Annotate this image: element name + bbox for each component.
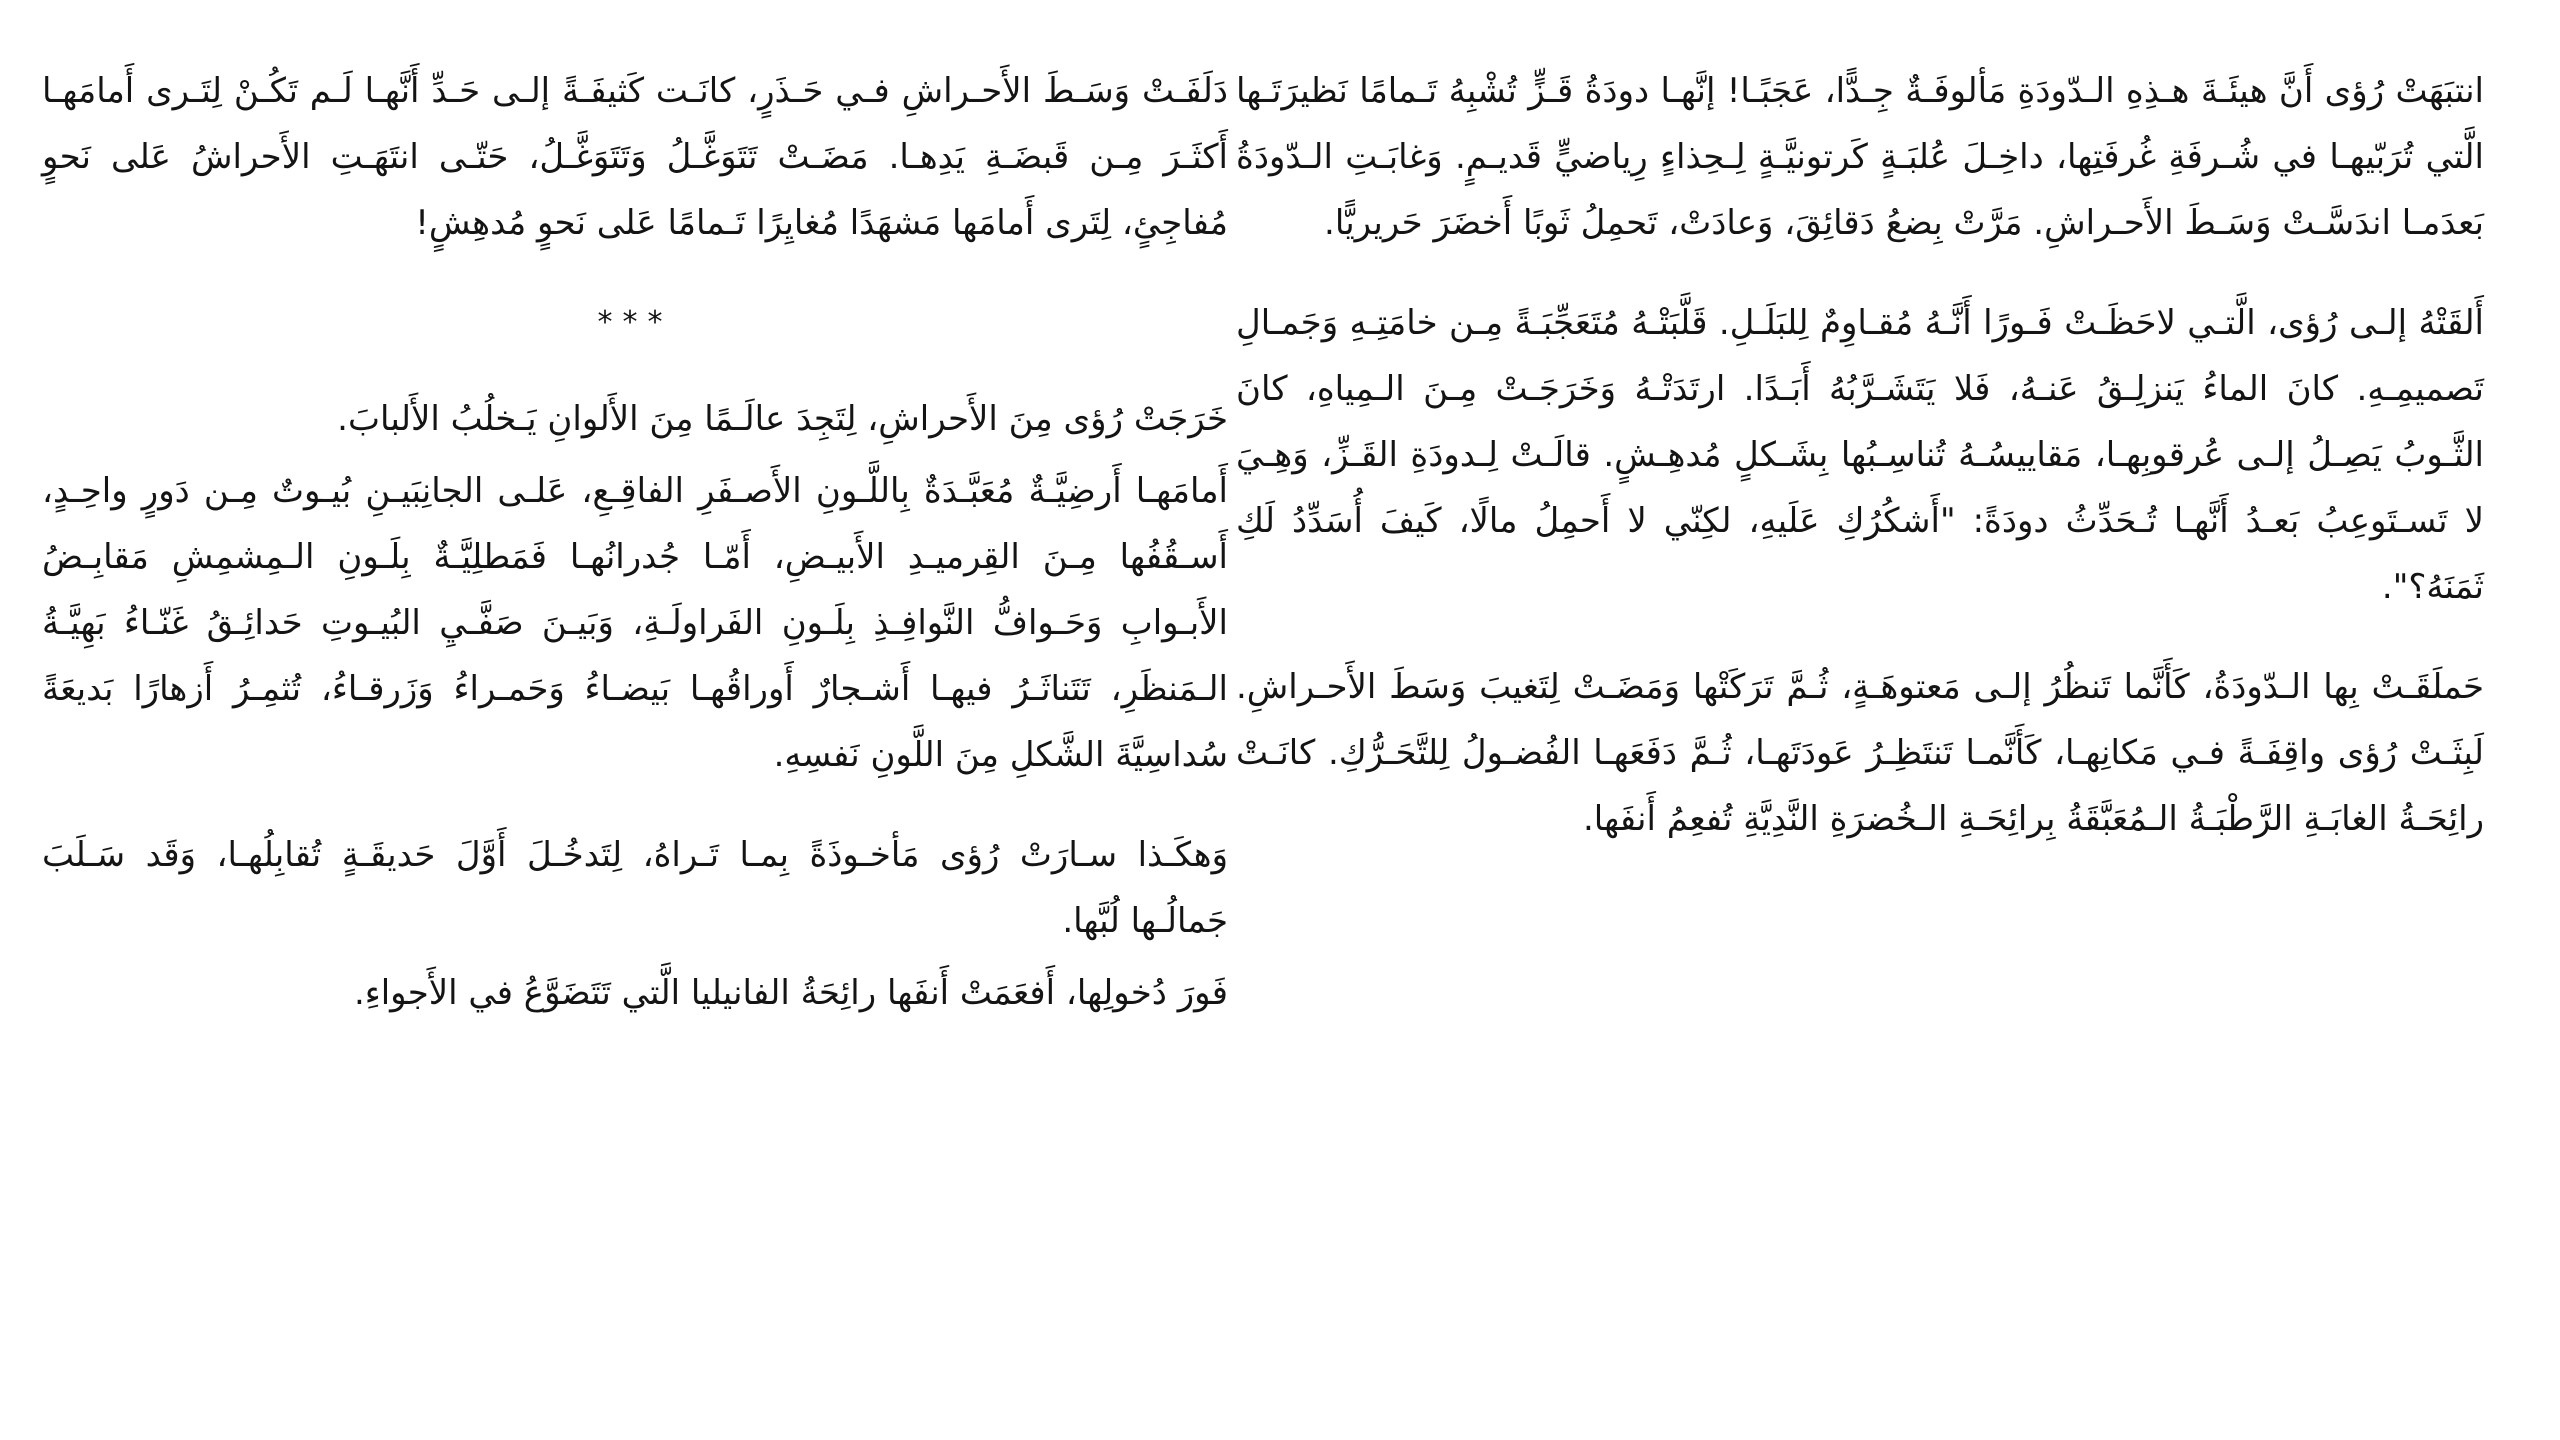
paragraph: أَمامَهـا أَرضِيَّـةٌ مُعَبَّـدَةٌ بِاللَّـونِ الأَصـفَرِ الفاقِـعِ، عَلـى الجانِبَيـنِ بُيـوتٌ مِـن دَورٍ واحِـدٍ، أَسـقُفُها مِـنَ القِرميـدِ الأَبيـضِ، أَمّـا جُدرانُهـا فَمَطلِيَّـةٌ بِلَـونِ الـمِشمِشِ مَقابِـضُ الأَبـوابِ وَحَـوافُّ النَّوافِـذِ بِلَـونِ الفَراولَـةِ، وَبَيـنَ صَفَّـيِ البُيـوتِ حَدائِـقُ غَنّـاءُ بَهِيَّـةُ الـمَنظَرِ، تَتَناثَـرُ فيهـا أَشـجارٌ أَوراقُهـا بَيضـاءُ وَحَمـراءُ وَزَرقـاءُ، تُثمِـرُ أَزهارًا بَديعَةً سُداسِيَّةَ الشَّكلِ مِنَ اللَّونِ نَفسِهِ. (42, 471, 1228, 775)
paragraph: خَرَجَتْ رُؤى مِنَ الأَحراشِ، لِتَجِدَ عالَـمًا مِنَ الأَلوانِ يَـخلُبُ الأَلبابَ. (337, 399, 1228, 439)
left-text-column (42, 58, 1228, 1060)
paragraph: أَلقَتْهُ إلـى رُؤى، الَّتـي لاحَظَـتْ فَـورًا أَنَّـهُ مُقـاوِمٌ لِلبَلَـلِ. قَلَّبَتْـهُ مُتَعَجِّبَـةً مِـن خامَتِـهِ وَجَمـالِ تَصميمِـهِ. كانَ الماءُ يَنزلِـقُ عَنـهُ، فَلا يَتَشَـرَّبُهُ أَبَـدًا. ارتَدَتْـهُ وَخَرَجَـتْ مِـنَ الـمِياهِ، كانَ الثَّـوبُ يَصِـلُ إلـى عُرقوبِهـا، مَقاييسُـهُ تُناسِـبُها بِشَـكلٍ مُدهِـشٍ. قالَـتْ لِـدودَةِ القَـزِّ، وَهِـيَ لا تَسـتَوعِبُ بَعـدُ أَنَّهـا تُـحَدِّثُ دودَةً: "أَشكُرُكِ عَلَيهِ، لكِنّي لا أَحمِلُ مالًا، كَيفَ أُسَدِّدُ لَكِ ثَمَنَهُ؟". (1236, 303, 2484, 607)
right-text-column (1236, 58, 2484, 886)
section-separator: *** (597, 305, 673, 340)
paragraph: فَورَ دُخولِها، أَفعَمَتْ أَنفَها رائِحَةُ الفانيليا الَّتي تَتَضَوَّعُ في الأَجواءِ. (353, 973, 1228, 1013)
paragraph: وَهكَـذا سـارَتْ رُؤى مَأخـوذَةً بِمـا تَـراهُ، لِتَدخُـلَ أَوَّلَ حَديقَـةٍ تُقابِلُهـا، وَقَد سَـلَبَ جَمالُـها لُبَّها. (42, 835, 1228, 941)
paragraph: دَلَفَـتْ وَسَـطَ الأَحـراشِ فـي حَـذَرٍ، كانَـت كَثيفَـةً إلـى حَـدِّ أَنَّهـا لَـم تَكُـنْ لِتَـرى أَمامَهـا أَكثَـرَ مِـن قَبضَـةِ يَدِهـا. مَضَـتْ تَتَوَغَّـلُ وَتَتَوَغَّـلُ، حَتّـى انتَهَـتِ الأَحراشُ عَلى نَحوٍ مُفاجِئٍ، لِتَرى أَمامَها مَشهَدًا مُغايِرًا تَـمامًا عَلى نَحوٍ مُدهِشٍ! (42, 71, 1228, 243)
paragraph: انتبَهَتْ رُؤى أَنَّ هيئَـةَ هـذِهِ الـدّودَةِ مَألوفَـةٌ جِـدًّا، عَجَبًـا! إنَّهـا دودَةُ قَـزٍّ تُشْبِهُ تَـمامًا نَظيرَتَـها الَّتي تُرَبّيهـا في شُـرفَةِ غُرفَتِها، داخِـلَ عُلبَـةٍ كَرتونيَّـةٍ لِـحِذاءٍ رِياضيٍّ قَديـمٍ. وَغابَـتِ الـدّودَةُ بَعدَمـا اندَسَّـتْ وَسَـطَ الأَحـراشِ. مَرَّتْ بِضعُ دَقائِقَ، وَعادَتْ، تَحمِلُ ثَوبًا أَخضَرَ حَريريًّا. (1236, 71, 2484, 243)
paragraph: حَملَقَـتْ بِها الـدّودَةُ، كَأَنَّما تَنظُرُ إلـى مَعتوهَـةٍ، ثُـمَّ تَرَكَتْها وَمَضَـتْ لِتَغيبَ وَسَطَ الأَحـراشِ. لَبِثَـتْ رُؤى واقِفَـةً فـي مَكانِهـا، كَأَنَّمـا تَنتَظِـرُ عَودَتَهـا، ثُـمَّ دَفَعَهـا الفُضـولُ لِلتَّحَـرُّكِ. كانَـتْ رائِحَـةُ الغابَـةِ الرَّطْبَـةُ الـمُعَبَّقَةُ بِرائِحَـةِ الـخُضرَةِ النَّدِيَّةِ تُفعِمُ أَنفَها. (1236, 667, 2484, 839)
